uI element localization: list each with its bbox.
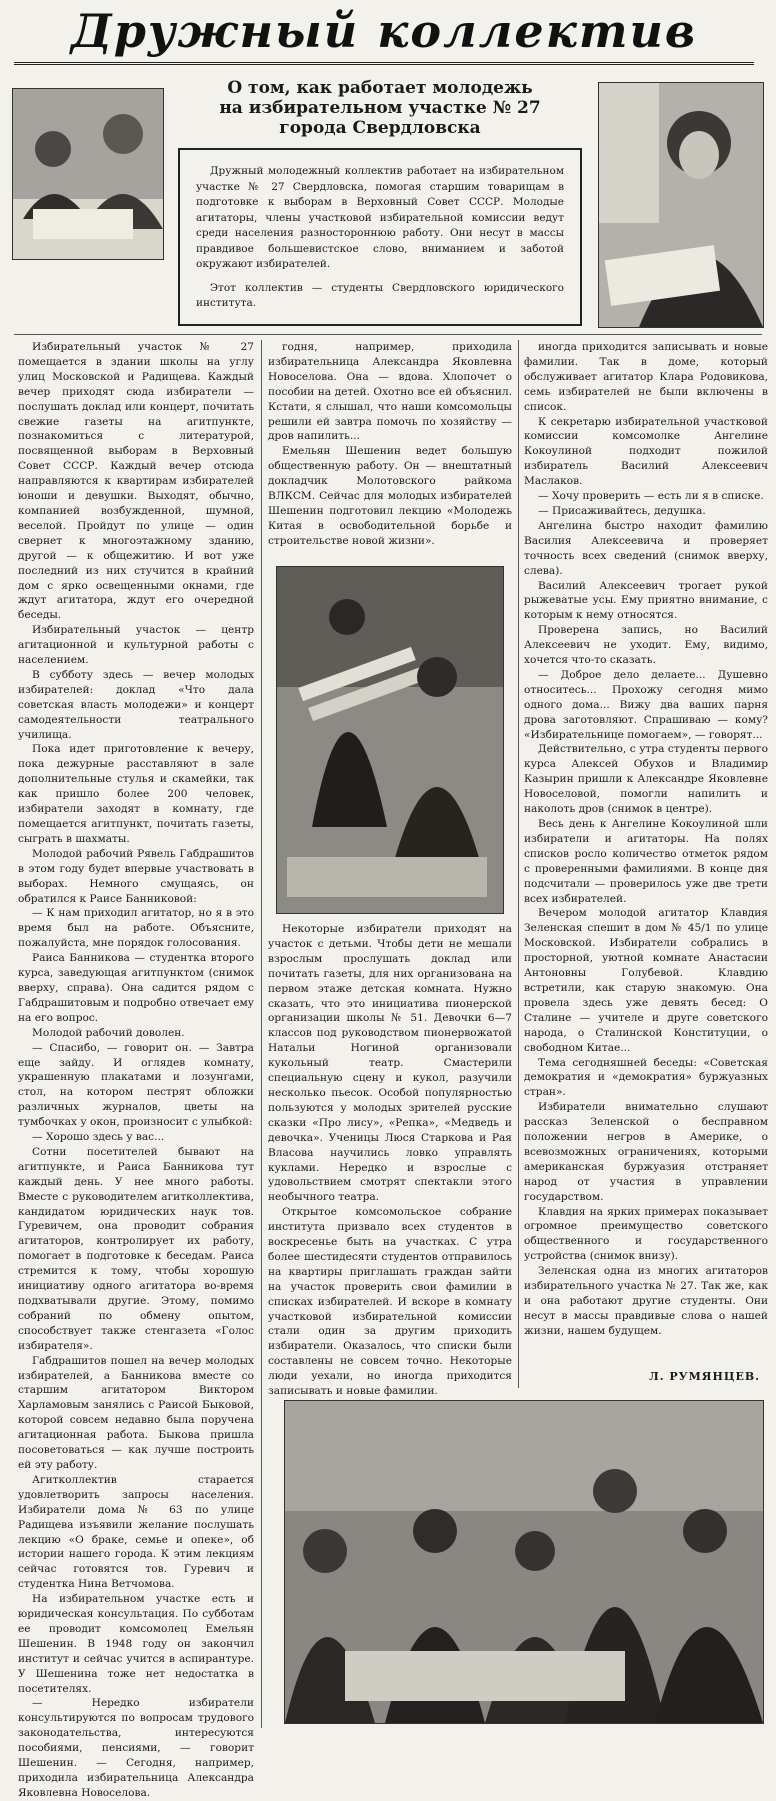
paragraph: Раиса Банникова — студентка второго курса, заведующая агитпунктом (снимок вверху, справа). Она садится рядом с Габдрашитовым и подробно отвечает ему на его вопрос.	[18, 952, 254, 1024]
paragraph: — К нам приходил агитатор, но я в это время был на работе. Объясните, пожалуйста, мне порядок голосования.	[18, 907, 254, 950]
column-divider	[518, 340, 519, 1388]
photo-center	[276, 566, 504, 914]
paragraph: Избирательный участок — центр агитационной и культурной работы с населением.	[18, 624, 254, 667]
paragraph: Габдрашитов пошел на вечер молодых избирателей, а Банникова вместе со старшим агитатором Виктором Харламовым занялись с Раисой Быковой, которой совсем недавно была поручена агитационная работа. Быкова пришла посоветоваться — как лучше построить ей эту работу.	[18, 1354, 254, 1471]
paragraph: Весь день к Ангелине Кокоулиной шли избиратели и агитаторы. На полях списков росло количество отметок рядом с проверенными фамилиями. В конце дня подсчитали — проверилось уже две трети всех избирателей.	[524, 818, 768, 905]
headline-line-1: О том, как работает молодежь	[227, 78, 533, 98]
intro-paragraph: Дружный молодежный коллектив работает на избирательном участке № 27 Свердловска, помогая старшим товарищам в подготовке к выборам в Верховный Совет СССР. Молодые агитаторы, члены участковой избирательной комиссии ведут среди населения разностороннюю работу. Они несут в массы правдивое большевистское слово, вниманием и заботой окружают избирателей.	[196, 165, 564, 270]
paragraph: — Спасибо, — говорит он. — Завтра еще зайду. И оглядев комнату, украшенную плакатами и лозунгами, стол, на котором пестрят обложки различных журналов, цветы на тумбочках у окон, произносит с улыбкой:	[18, 1041, 254, 1129]
masthead	[14, 4, 754, 65]
paragraph: — Хорошо здесь у вас...	[32, 1131, 165, 1144]
paragraph: Агитколлектив старается удовлетворить запросы населения. Избиратели дома № 63 по улице Радищева изъявили желание послушать лекцию «О браке, семье и опеке», об истории нашего города. К этим лекциям сейчас готовятся тов. Гуревич и студентка Нина Ветчомова.	[18, 1473, 254, 1591]
paragraph: Избирательный участок № 27 помещается в здании школы на углу улиц Московской и Радищева. Каждый вечер приходят сюда избиратели — послушать доклад или концерт, почитать свежие газеты на агитпункте, познакомиться с литературой, посвященной выборам в Верховный Совет СССР. Каждый вечер отсюда направляются к квартирам избирателей юноши и девушки. Выходят, обычно, компанией возбужденной, шумной, веселой. Пройдут по улице — один свернет к многоэтажному зданию, другой — к общежитию. И вот уже последний из них стучится в крайний дом с ярко освещенными окнами, где ждут агитатора, ждут его очередной беседы.	[18, 341, 254, 622]
paragraph: Василий Алексеевич трогает рукой рыжеватые усы. Ему приятно внимание, с которым к нему относятся.	[524, 579, 768, 622]
article-column-2-bottom	[268, 922, 512, 1398]
paragraph: Молодой рабочий Рявель Габдрашитов в этом году будет впервые участвовать в выборах. Немного смущаясь, он обратился к Раисе Банниковой:	[18, 847, 254, 905]
paragraph: — Присаживайтесь, дедушка.	[538, 504, 706, 517]
paragraph: Сотни посетителей бывают на агитпункте, и Раиса Банникова тут каждый день. У нее много работы. Вместе с руководителем агитколлектива, кандидатом юридических наук тов. Гуревичем, она проводит собрания агитаторов, контролирует их работу, помогает в подготовке к беседам. Раиса стремится к тому, чтобы хорошую инициативу одного агитатора во-время подхватывали другие. Этому, помимо собраний по обмену опытом, способствует также стенгазета «Голос избирателя».	[18, 1145, 254, 1352]
paragraph: — Хочу проверить — есть ли я в списке.	[538, 490, 764, 503]
paragraph: Избиратели внимательно слушают рассказ Зеленской о бесправном положении негров в Америке, о всевозможных ограничениях, которыми американская буржуазия отстраняет народ от участия в управлении государством.	[524, 1101, 768, 1203]
paragraph: К секретарю избирательной участковой комиссии комсомолке Ангелине Кокоулиной подходит пожилой избиратель Василий Алексеевич Маслаков.	[524, 415, 768, 488]
paragraph: В субботу здесь — вечер молодых избирателей: доклад «Что дала советская власть молодежи» и концерт самодеятельности театрального училища.	[18, 668, 254, 741]
paragraph: Молодой рабочий доволен.	[32, 1026, 185, 1039]
paragraph: Проверена запись, но Василий Алексеевич не уходит. Ему, видимо, хочется что-то сказать.	[524, 624, 768, 667]
photo-top-right	[598, 82, 764, 328]
paragraph: Действительно, с утра студенты первого курса Алексей Обухов и Владимир Казырин пришли к Александре Яковлевне Новоселовой, помогли напилить и наколоть дров (снимок в центре).	[524, 743, 768, 816]
headline-line-3: города Свердловска	[279, 118, 481, 138]
paragraph: Пока идет приготовление к вечеру, пока дежурные расставляют в зале дополнительные стулья и скамейки, так как пришло более 200 человек, избиратели заходят в комнату, где помещается агитпункт, почитать газеты, сыграть в шахматы.	[18, 743, 254, 845]
paragraph: На избирательном участке есть и юридическая консультация. По субботам ее проводит комсомолец Емельян Шешенин. В 1948 году он закончил институт и сейчас учится в аспирантуре. У Шешенина тоже нет недостатка в посетителях.	[18, 1593, 254, 1695]
masthead-title: Дружный коллектив	[70, 4, 698, 58]
headline-line-2: на избирательном участке № 27	[219, 98, 541, 118]
article-column-1	[18, 340, 254, 1799]
paragraph: Вечером молодой агитатор Клавдия Зеленская спешит в дом № 45/1 по улице Московской. Избиратели собрались в просторной, уютной комнате Анастасии Антоновны Голубевой. Клавдию встретили, как старую знакомую. Она провела здесь уже девять бесед: О Сталине — учителе и друге советского народа, о Сталинской Конституции, о свободном Китае...	[524, 907, 768, 1054]
paragraph: Некоторые избиратели приходят на участок с детьми. Чтобы дети не мешали взрослым прослушать доклад или почитать газеты, для них организована на первом этаже детская комната. Нужно сказать, что это инициатива пионерской организации школы № 51. Девочки 6—7 классов под руководством пионервожатой Натальи Ногиной организовали кукольный театр. Смастерили специальную сцену и кукол, разучили несколько пьесок. Особой популярностью пользуются у молодых зрителей русские сказки «Про лису», «Репка», «Медведь и девочка». Ученицы Люся Старкова и Рая Власова научились ловко управлять куклами. Нередко и взрослые с удовольствием смотрят спектакли этого необычного театра.	[268, 923, 512, 1204]
article-column-3	[524, 340, 768, 1388]
paragraph: годня, например, приходила избирательница Александра Яковлевна Новоселова. Она — вдова. Хлопочет о пособии на детей. Охотно все ей объяснил. Кстати, я слышал, что наши комсомольцы решили ей завтра помочь по хозяйству — дров напилить...	[268, 341, 512, 443]
intro-paragraph: Этот коллектив — студенты Свердловского юридического института.	[196, 281, 564, 309]
photo-top-left	[12, 88, 164, 260]
divider	[14, 334, 762, 335]
author-signature: Л. РУМЯНЦЕВ.	[649, 1370, 760, 1383]
photo-bottom	[284, 1400, 764, 1724]
paragraph: Тема сегодняшней беседы: «Советская демократия и «демократия» буржуазных стран».	[524, 1056, 768, 1099]
article-column-2-top	[268, 340, 512, 556]
paragraph: — Доброе дело делаете... Душевно относитесь... Прохожу сегодня мимо одного дома... Вижу два ваших парня дрова заготовляют. Спрашиваю — кому? «Избирательнице помогаем», — говорят...	[524, 668, 768, 741]
paragraph: Зеленская одна из многих агитаторов избирательного участка № 27. Так же, как и она работают другие студенты. Они несут в массы правдивые слова о нашей жизни, нашем будущем.	[524, 1265, 768, 1337]
paragraph: Открытое комсомольское собрание института призвало всех студентов в воскресенье быть на участках. С утра более шестидесяти студентов отправилось на квартиры приглашать граждан зайти на участок проверить свои фамилии в списках избирателей. И вскоре в комнату участковой избирательной комиссии стали один за другим приходить избиратели. Оказалось, что списки были составлены не совсем точно. Некоторые люди уехали, но иногда приходится записывать и новые фамилии.	[268, 1206, 512, 1398]
headline	[190, 78, 570, 138]
paragraph: иногда приходится записывать и новые фамилии. Так в доме, который обслуживает агитатор Клара Родовикова, семь избирателей не были включены в список.	[524, 341, 768, 413]
paragraph: Емельян Шешенин ведет большую общественную работу. Он — внештатный докладчик Молотовского райкома ВЛКСМ. Сейчас для молодых избирателей Шешенин подготовил лекцию «Молодежь Китая в освободительной борьбе и строительстве новой жизни».	[268, 445, 512, 547]
column-divider	[261, 340, 262, 1728]
intro-box	[178, 148, 582, 326]
paragraph: Клавдия на ярких примерах показывает огромное преимущество советского общественного и государственного устройства (снимок внизу).	[524, 1205, 768, 1263]
paragraph: Ангелина быстро находит фамилию Василия Алексеевича и проверяет точность всех сведений (снимок вверху, слева).	[524, 519, 768, 577]
paragraph: — Нередко избиратели консультируются по вопросам трудового законодательства, интересуются пособиями, пенсиями, — говорит Шешенин. — Сегодня, например, приходила избирательница Александра Яковлевна Новоселова.	[18, 1697, 254, 1799]
